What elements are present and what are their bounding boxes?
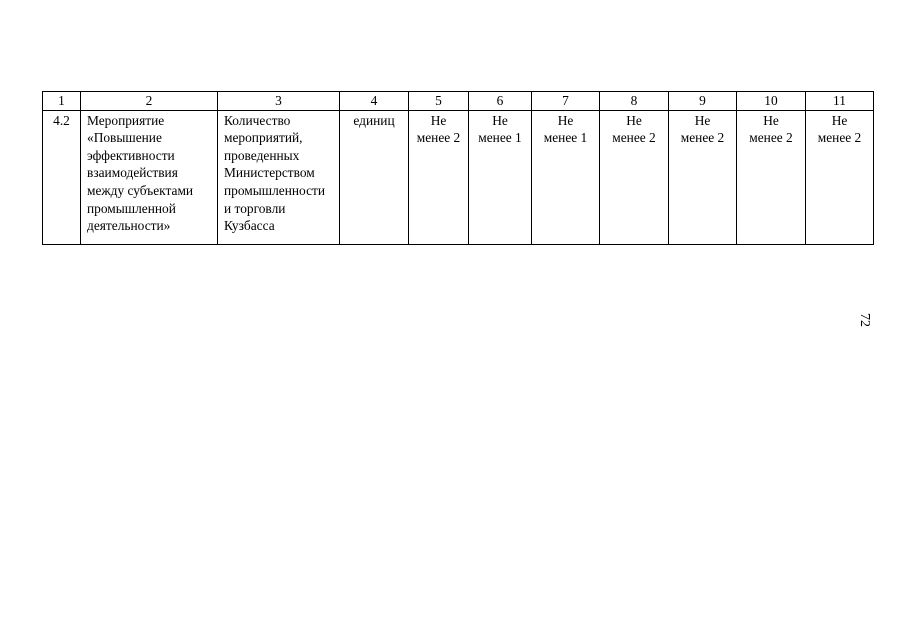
indicator-name-line: и торговли <box>224 200 286 216</box>
measure-name-line: «Повышение <box>87 130 162 146</box>
column-number-9: 9 <box>669 92 737 111</box>
value-prefix: Не <box>694 112 711 128</box>
value-prefix: Не <box>492 112 508 128</box>
column-number-1: 1 <box>43 92 81 111</box>
value-prefix: Не <box>626 112 642 128</box>
value-amount: менее 2 <box>749 130 793 146</box>
indicator-name-line: мероприятий, <box>224 130 303 146</box>
value-amount: менее 2 <box>612 130 656 146</box>
value-prefix: Не <box>763 112 779 128</box>
measure-name-line: Мероприятие <box>87 112 165 128</box>
indicator-name-line: Кузбасса <box>224 218 275 234</box>
column-number-row <box>43 92 874 111</box>
value-amount: менее 2 <box>817 130 862 146</box>
column-number-3: 3 <box>218 92 340 111</box>
value-amount: менее 2 <box>680 130 725 146</box>
value-cell-8 <box>600 110 669 244</box>
column-number-7: 7 <box>532 92 600 111</box>
table-row <box>43 110 874 244</box>
value-amount: менее 1 <box>478 130 522 146</box>
value-cell-6 <box>469 110 532 244</box>
column-number-4: 4 <box>340 92 409 111</box>
column-number-11: 11 <box>806 92 874 111</box>
row-number: 4.2 <box>43 110 81 244</box>
value-cell-9 <box>669 110 737 244</box>
column-number-2: 2 <box>81 92 218 111</box>
column-number-6: 6 <box>469 92 532 111</box>
column-number-5: 5 <box>409 92 469 111</box>
value-prefix: Не <box>557 112 574 128</box>
measure-name-line: промышленной <box>87 200 176 216</box>
column-number-10: 10 <box>737 92 806 111</box>
value-cell-11 <box>806 110 874 244</box>
indicator-name-line: Министерством <box>224 165 315 181</box>
unit-cell: единиц <box>340 110 409 244</box>
measure-name-line: между субъектами <box>87 182 194 198</box>
value-amount: менее 2 <box>416 130 461 146</box>
measure-name-cell <box>81 110 218 244</box>
indicator-name-cell <box>218 110 340 244</box>
indicator-name-line: Количество <box>224 112 291 128</box>
page-number: 72 <box>857 313 872 327</box>
indicator-name-line: проведенных <box>224 147 300 163</box>
program-table <box>42 91 874 245</box>
value-prefix: Не <box>430 112 447 128</box>
value-cell-7 <box>532 110 600 244</box>
measure-name-line: эффективности <box>87 147 175 163</box>
measure-name-line: взаимодействия <box>87 165 178 181</box>
indicator-name-line: промышленности <box>224 182 326 198</box>
value-cell-5 <box>409 110 469 244</box>
value-cell-10 <box>737 110 806 244</box>
measure-name-line: деятельности» <box>87 218 171 234</box>
value-amount: менее 1 <box>543 130 588 146</box>
column-number-8: 8 <box>600 92 669 111</box>
value-prefix: Не <box>831 112 848 128</box>
